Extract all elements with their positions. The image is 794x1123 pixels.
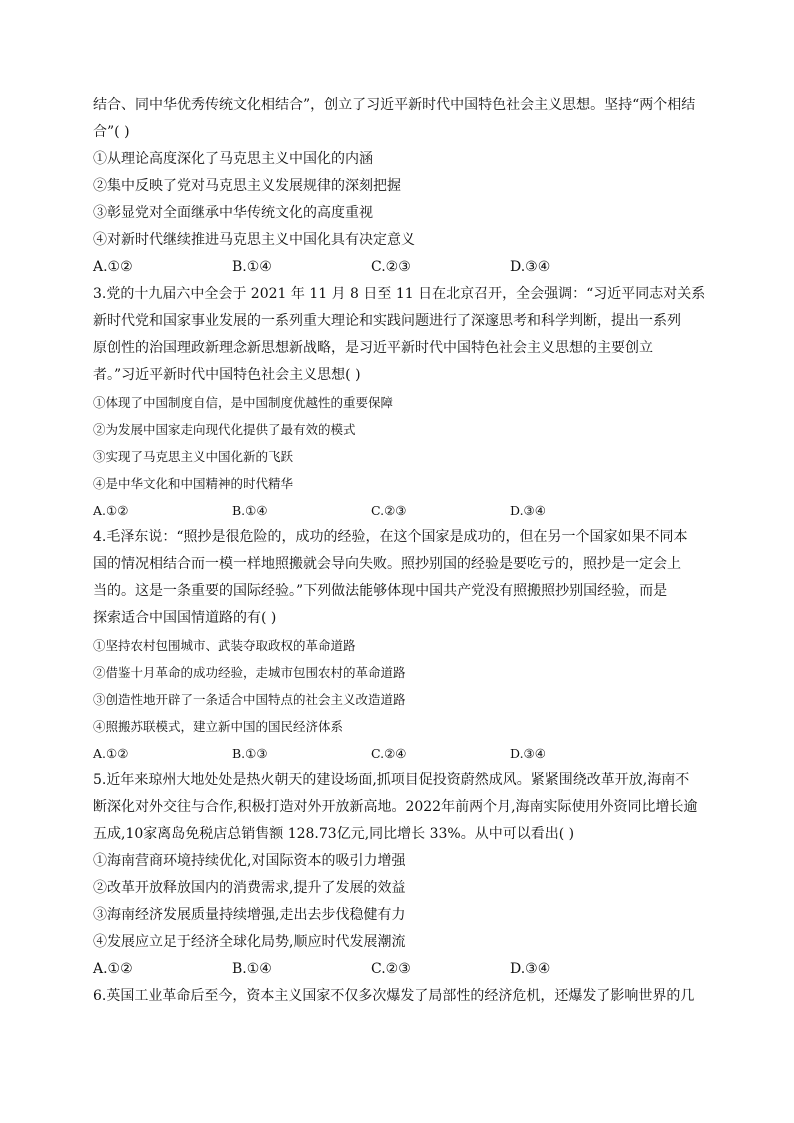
- option-d[interactable]: D.③④: [510, 746, 546, 761]
- question-3: [93, 281, 705, 524]
- option-b[interactable]: B.①③: [232, 746, 268, 761]
- question-4-item: ③创造性地开辟了一条适合中国特点的社会主义改造道路: [93, 692, 406, 707]
- question-4-stem-line: 当的。这是一条重要的国际经验。”下列做法能够体现中国共产党没有照搬照抄别国经验，而是: [93, 583, 668, 599]
- question-5-stem-line: 5.近年来琼州大地处处是热火朝天的建设场面,抓项目促投资蔚然成风。紧紧围绕改革开放,海南不: [93, 772, 690, 788]
- question-6-stem-line: 6.英国工业革命后至今，资本主义国家不仅多次爆发了局部性的经济危机，还爆发了影响世界的几: [93, 988, 695, 1004]
- question-4-stem-line: 国的情况相结合而一模一样地照搬就会导向失败。照抄别国的经验是要吃亏的，照抄是一定会上: [93, 556, 681, 572]
- question-2-item: ③彰显党对全面继承中华传统文化的高度重视: [93, 205, 373, 221]
- question-6: [93, 983, 705, 1010]
- option-a[interactable]: A.①②: [93, 503, 129, 518]
- question-2-item: ①从理论高度深化了马克思主义中国化的内涵: [93, 151, 373, 167]
- option-a[interactable]: A.①②: [93, 961, 133, 977]
- question-2-item: ②集中反映了党对马克思主义发展规律的深刻把握: [93, 178, 401, 194]
- option-b[interactable]: B.①④: [232, 503, 268, 518]
- question-3-stem-line: 原创性的治国理政新理念新思想新战略，是习近平新时代中国特色社会主义思想的主要创立: [93, 340, 653, 356]
- question-5-item: ③海南经济发展质量持续增强,走出去步伐稳健有力: [93, 907, 406, 923]
- option-d[interactable]: D.③④: [510, 503, 546, 518]
- option-b[interactable]: B.①④: [232, 961, 272, 977]
- question-2-stem-line: 合”( ): [93, 124, 130, 140]
- question-4-item: ②借鉴十月革命的成功经验，走城市包围农村的革命道路: [93, 665, 406, 680]
- option-b[interactable]: B.①④: [232, 259, 272, 275]
- question-3-stem-line: 3.党的十九届六中全会于 2021 年 11 月 8 日至 11 日在北京召开，全会强调：“习近平同志对关系: [93, 286, 706, 302]
- question-5-item: ④发展应立足于经济全球化局势,顺应时代发展潮流: [93, 934, 406, 950]
- question-4-item: ④照搬苏联模式，建立新中国的国民经济体系: [93, 719, 344, 734]
- question-2-options: [93, 254, 705, 281]
- question-5-stem-line: 断深化对外交往与合作,积极打造对外开放新高地。2022年前两个月,海南实际使用外资同比增长逾: [93, 799, 698, 815]
- question-3-item: ④是中华文化和中国精神的时代精华: [93, 476, 294, 491]
- option-a[interactable]: A.①②: [93, 746, 129, 761]
- option-c[interactable]: C.②③: [371, 961, 411, 977]
- question-5-item: ②改革开放释放国内的消费需求,提升了发展的效益: [93, 880, 406, 896]
- option-a[interactable]: A.①②: [93, 259, 133, 275]
- option-c[interactable]: C.②③: [371, 259, 411, 275]
- document-page: [93, 92, 705, 1010]
- question-2: [93, 92, 705, 281]
- question-4-stem-line: 探索适合中国国情道路的有( ): [93, 610, 277, 626]
- question-2-item: ④对新时代继续推进马克思主义中国化具有决定意义: [93, 232, 415, 248]
- option-c[interactable]: C.②④: [371, 746, 407, 761]
- question-5: [93, 767, 705, 983]
- question-5-options: [93, 956, 705, 983]
- option-d[interactable]: D.③④: [510, 961, 551, 977]
- question-3-item: ③实现了马克思主义中国化新的飞跃: [93, 449, 294, 464]
- option-c[interactable]: C.②③: [371, 503, 407, 518]
- question-5-stem-line: 五成,10家离岛免税店总销售额 128.73亿元,同比增长 33%。从中可以看出( ): [93, 826, 575, 842]
- question-5-item: ①海南营商环境持续优化,对国际资本的吸引力增强: [93, 853, 406, 869]
- question-4-stem-line: 4.毛泽东说：“照抄是很危险的，成功的经验，在这个国家是成功的，但在另一个国家如果不同本: [93, 529, 688, 545]
- question-3-stem-line: 者。”习近平新时代中国特色社会主义思想( ): [93, 367, 361, 383]
- question-3-item: ①体现了中国制度自信，是中国制度优越性的重要保障: [93, 395, 394, 410]
- question-2-stem-line: 结合、同中华优秀传统文化相结合”，创立了习近平新时代中国特色社会主义思想。坚持“两个相结: [93, 97, 696, 113]
- question-4: [93, 524, 705, 767]
- option-d[interactable]: D.③④: [510, 259, 551, 275]
- question-4-item: ①坚持农村包围城市、武装夺取政权的革命道路: [93, 638, 356, 653]
- question-3-options: [93, 497, 705, 524]
- question-3-stem-line: 新时代党和国家事业发展的一系列重大理论和实践问题进行了深邃思考和科学判断，提出一系列: [93, 313, 681, 329]
- question-3-item: ②为发展中国家走向现代化提供了最有效的模式: [93, 422, 356, 437]
- question-4-options: [93, 740, 705, 767]
